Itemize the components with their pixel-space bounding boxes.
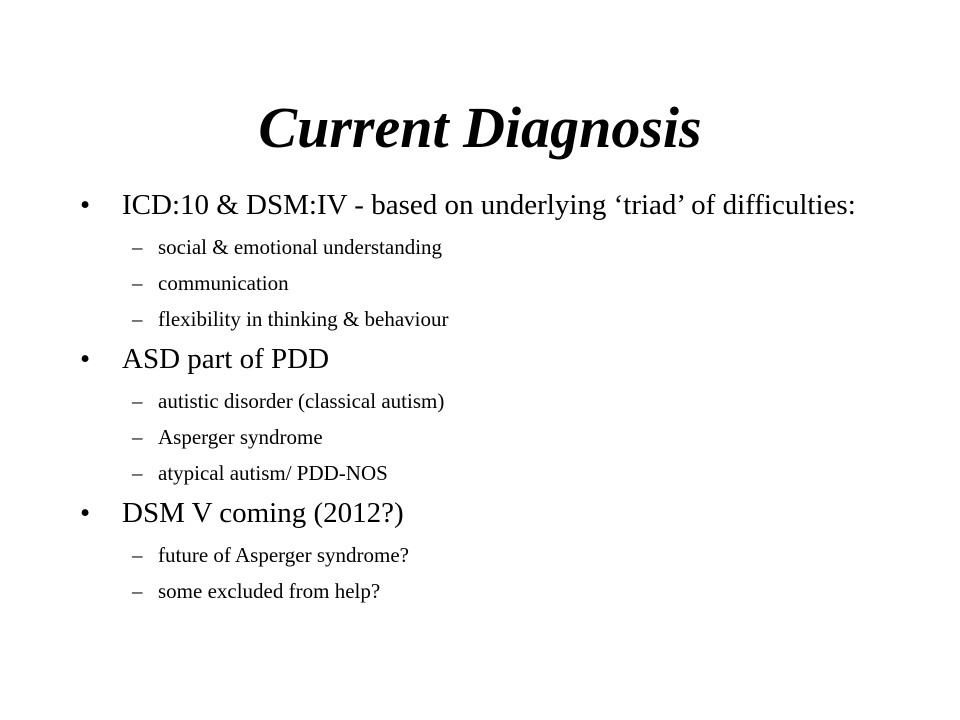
sub-bullet-text: future of Asperger syndrome?	[158, 543, 409, 567]
sub-bullet-item	[80, 306, 900, 332]
sub-bullet-item	[80, 270, 900, 296]
sub-bullet-text: flexibility in thinking & behaviour	[158, 307, 449, 331]
sub-bullet-text: autistic disorder (classical autism)	[158, 389, 445, 413]
sub-bullet-text: atypical autism/ PDD-NOS	[158, 461, 388, 485]
sub-bullet-item	[80, 460, 900, 486]
sub-bullet-item	[80, 234, 900, 260]
sub-bullet-marker: –	[132, 461, 143, 485]
bullet-text: DSM V coming (2012?)	[122, 497, 404, 529]
sub-bullet-marker: –	[132, 543, 143, 567]
bullet-marker: •	[80, 189, 91, 221]
bullet-item	[80, 188, 900, 222]
sub-bullet-text: communication	[158, 271, 289, 295]
sub-bullet-marker: –	[132, 579, 143, 603]
sub-bullet-item	[80, 388, 900, 414]
sub-bullet-text: Asperger syndrome	[158, 425, 323, 449]
sub-bullet-text: some excluded from help?	[158, 579, 381, 603]
bullet-marker: •	[80, 497, 91, 529]
sub-bullet-marker: –	[132, 389, 143, 413]
bullet-text: ICD:10 & DSM:IV - based on underlying ‘triad’ of difficulties:	[122, 189, 856, 221]
sub-bullet-marker: –	[132, 307, 143, 331]
bullet-text: ASD part of PDD	[122, 343, 330, 375]
sub-bullet-marker: –	[132, 235, 143, 259]
sub-bullet-item	[80, 578, 900, 604]
bullet-item	[80, 496, 900, 530]
slide-title: Current Diagnosis	[258, 95, 702, 160]
bullet-item	[80, 342, 900, 376]
sub-bullet-text: social & emotional understanding	[158, 235, 443, 259]
sub-bullet-item	[80, 542, 900, 568]
sub-bullet-item	[80, 424, 900, 450]
bullet-marker: •	[80, 343, 91, 375]
sub-bullet-marker: –	[132, 271, 143, 295]
sub-bullet-marker: –	[132, 425, 143, 449]
bullet-list	[80, 188, 900, 604]
